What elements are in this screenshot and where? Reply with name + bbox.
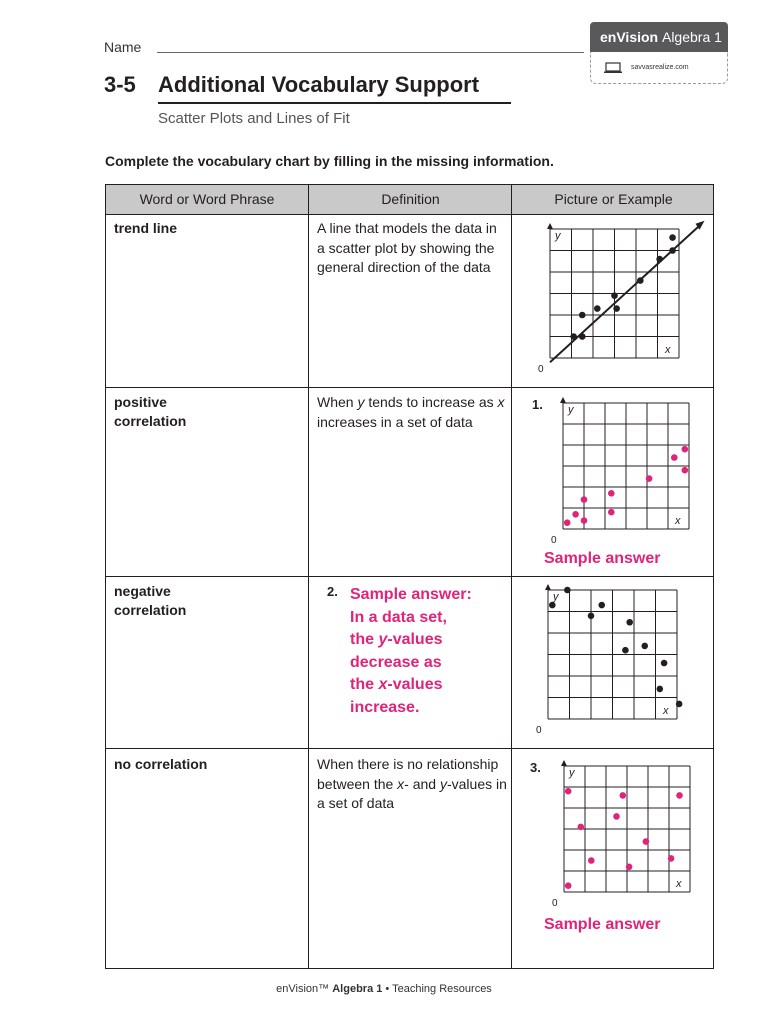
word-no-correlation: no correlation <box>114 756 208 772</box>
x-axis-label: x <box>663 705 669 717</box>
laptop-icon <box>603 62 623 74</box>
y-axis-arrow <box>545 584 551 590</box>
lesson-number: 3-5 <box>104 72 136 97</box>
y-axis-arrow <box>547 223 553 229</box>
y-axis-label: y <box>553 591 559 603</box>
word-line: negative <box>114 583 171 599</box>
answer-line: In a data set, <box>350 608 447 626</box>
name-label: Name <box>104 39 142 55</box>
answer-text: -values <box>387 631 443 648</box>
brand-rest: Algebra 1 <box>661 29 722 45</box>
data-point <box>594 305 601 312</box>
graph-negative-correlation <box>537 585 687 735</box>
data-point <box>656 256 663 263</box>
data-point <box>570 333 577 340</box>
data-point <box>622 647 629 654</box>
word-positive-correlation <box>114 393 186 431</box>
def-text: increases in a set of data <box>317 413 473 430</box>
sample-answer-label: Sample answer <box>544 916 661 933</box>
data-point <box>598 602 605 609</box>
data-point <box>579 333 586 340</box>
brand-logo <box>590 22 728 52</box>
data-point <box>626 619 633 626</box>
data-point <box>641 643 648 650</box>
def-variable: x <box>497 394 505 410</box>
word-trend-line: trend line <box>114 220 178 236</box>
word-line: correlation <box>114 602 187 618</box>
data-point <box>613 813 620 820</box>
def-variable: y <box>357 394 365 410</box>
def-text: tends to increase as <box>364 394 498 410</box>
data-point <box>581 517 588 524</box>
y-axis-arrow <box>561 760 567 766</box>
row-divider <box>106 387 713 388</box>
data-point <box>579 312 586 319</box>
data-point <box>608 509 615 516</box>
row-divider <box>106 576 713 577</box>
answer-text: the <box>350 676 379 693</box>
data-point <box>572 511 579 518</box>
def-text: -values in a set of data <box>317 775 507 811</box>
data-point <box>657 686 664 693</box>
data-point <box>643 838 650 845</box>
graph-positive-correlation <box>548 395 698 545</box>
data-point <box>682 467 689 474</box>
def-text: When there is no relationship between the <box>317 756 499 792</box>
data-point <box>564 519 571 526</box>
brand-site[interactable] <box>590 52 728 84</box>
def-variable: x <box>397 775 405 792</box>
footer-title: Algebra 1 <box>332 983 383 995</box>
sample-answer-label: Sample answer <box>544 550 661 567</box>
data-point <box>676 701 683 708</box>
data-point <box>646 475 653 482</box>
definition-trend-line: A line that models the data in a scatter plot by showing the general direction of the data <box>317 220 497 275</box>
data-point <box>611 292 618 299</box>
y-axis-label: y <box>555 230 561 242</box>
answer-variable: x <box>378 676 388 693</box>
footer-brand: enVision™ <box>276 983 333 995</box>
answer-line <box>350 629 472 652</box>
data-point <box>682 446 689 453</box>
data-point <box>565 882 572 889</box>
graph-trend-line <box>538 220 688 380</box>
origin-label: 0 <box>538 364 544 375</box>
answer-text: -values <box>387 676 443 693</box>
data-point <box>581 496 588 503</box>
word-negative-correlation <box>114 582 186 620</box>
def-text: - and <box>404 775 440 792</box>
data-point <box>661 660 668 667</box>
data-point <box>637 277 644 284</box>
answer-variable: y <box>378 631 388 648</box>
data-point <box>564 587 571 594</box>
x-axis-label: x <box>676 878 682 890</box>
data-point <box>668 855 675 862</box>
definition-positive-correlation <box>317 393 507 432</box>
origin-label: 0 <box>552 898 558 909</box>
x-axis-label: x <box>675 515 681 527</box>
instructions: Complete the vocabulary chart by filling in the missing information. <box>105 153 554 169</box>
site-url: savvasrealize.com <box>631 64 689 71</box>
data-point <box>613 305 620 312</box>
x-axis-label: x <box>665 344 671 356</box>
column-header-definition: Definition <box>381 191 440 207</box>
answer-line: increase. <box>350 698 420 716</box>
column-header-picture: Picture or Example <box>554 191 673 207</box>
page-title: Additional Vocabulary Support <box>158 72 480 97</box>
y-axis-arrow <box>560 397 566 403</box>
row-divider <box>106 748 713 749</box>
item-number: 2. <box>327 584 338 599</box>
answer-negative-correlation <box>350 584 472 719</box>
data-point <box>608 490 615 497</box>
title-underline <box>158 102 511 104</box>
data-point <box>676 792 683 799</box>
graph-no-correlation <box>552 760 706 909</box>
answer-line: Sample answer: <box>350 586 472 603</box>
data-point <box>669 247 676 254</box>
definition-no-correlation <box>317 755 507 814</box>
page-subtitle: Scatter Plots and Lines of Fit <box>158 110 350 127</box>
item-number: 3. <box>530 760 541 775</box>
table-header <box>106 185 713 215</box>
answer-line: decrease as <box>350 653 442 671</box>
data-point <box>588 857 595 864</box>
answer-line <box>350 674 472 697</box>
data-point <box>565 788 572 795</box>
data-point <box>578 824 585 831</box>
word-line: positive <box>114 394 167 410</box>
def-variable: y <box>439 775 447 792</box>
name-input-line[interactable] <box>157 52 584 53</box>
brand-bold: enVision <box>600 29 659 45</box>
data-point <box>671 454 678 461</box>
y-axis-label: y <box>569 767 575 779</box>
data-point <box>549 602 556 609</box>
y-axis-label: y <box>568 404 574 416</box>
data-point <box>588 613 595 620</box>
def-text: When <box>317 394 358 410</box>
footer <box>0 983 768 995</box>
item-number: 1. <box>532 397 543 412</box>
footer-text: • Teaching Resources <box>382 983 492 995</box>
data-point <box>620 792 627 799</box>
answer-text: the <box>350 631 379 648</box>
column-header-word: Word or Word Phrase <box>139 191 275 207</box>
data-point <box>669 234 676 241</box>
origin-label: 0 <box>551 535 557 546</box>
word-line: correlation <box>114 413 187 429</box>
data-point <box>626 864 633 871</box>
origin-label: 0 <box>536 725 542 736</box>
